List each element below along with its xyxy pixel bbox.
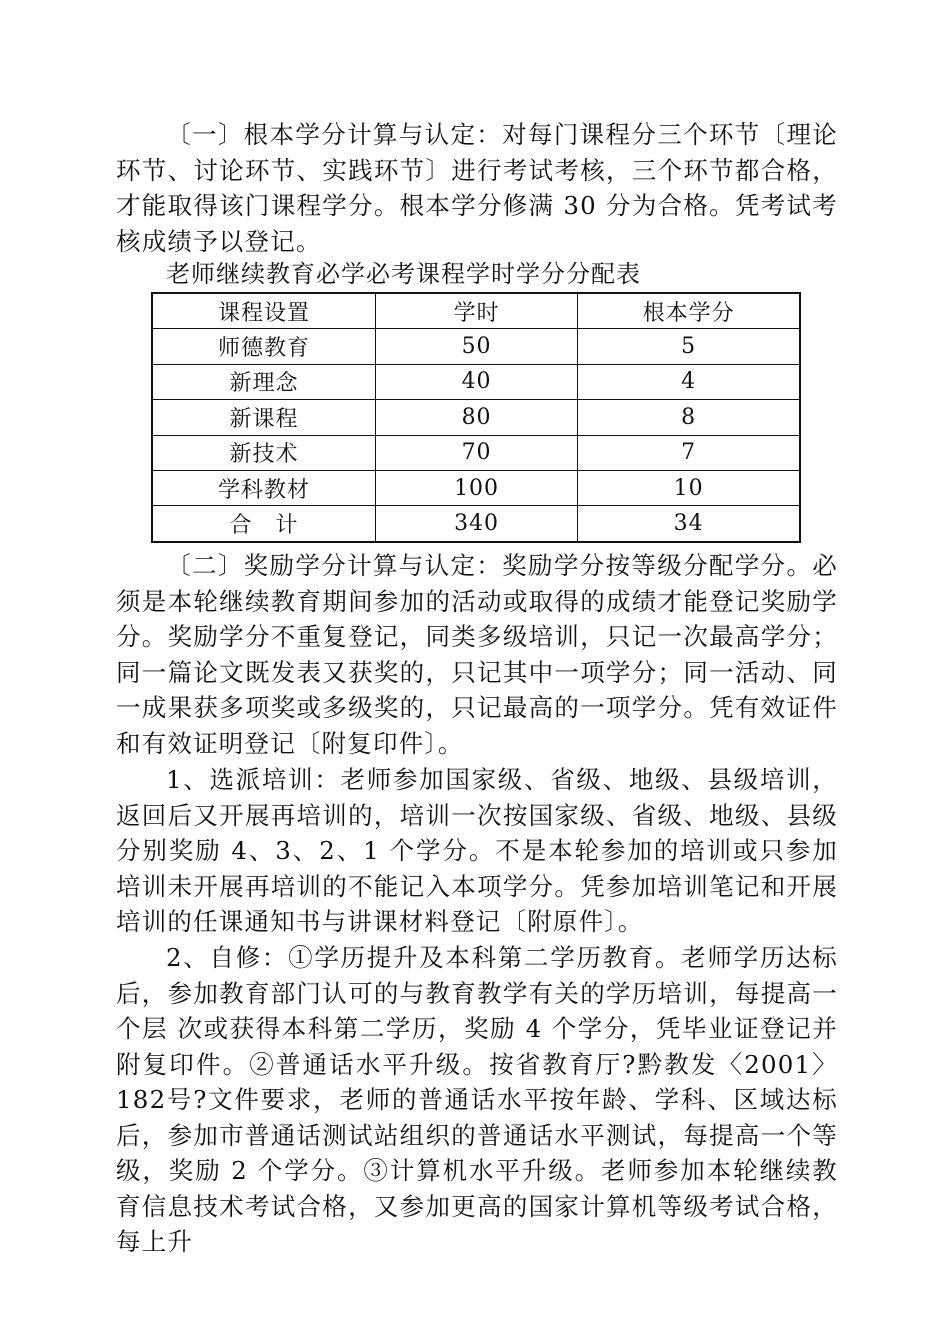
table-row — [152, 435, 800, 470]
header-course: 课程设置 — [152, 293, 375, 329]
cell-course: 新技术 — [152, 435, 375, 470]
paragraph-basic-credits — [116, 117, 838, 259]
cell-hours: 80 — [375, 400, 577, 435]
paragraph-text: 1、选派培训：老师参加国家级、省级、地级、县级培训，返回后又开展再培训的，培训一次按国家级、省级、地级、县级分别奖励 4、3、2、1 个学分。不是本轮参加的培训或只参加培训未开展再培训的不能记入本项学分。凭参加培训笔记和开展培训的任课通知书与讲课材料登记〔附原件〕。 — [116, 765, 838, 936]
table-row — [152, 364, 800, 399]
cell-hours: 70 — [375, 435, 577, 470]
paragraph-reward-credits — [116, 548, 838, 761]
cell-hours: 50 — [375, 329, 577, 364]
cell-credits: 8 — [578, 400, 800, 435]
cell-credits: 5 — [578, 329, 800, 364]
credits-table — [151, 292, 801, 543]
table-title: 老师继续教育必学必考课程学时学分分配表 — [166, 260, 641, 288]
table-header-row — [152, 293, 800, 329]
cell-credits: 7 — [578, 435, 800, 470]
cell-hours: 40 — [375, 364, 577, 399]
cell-course: 学科教材 — [152, 470, 375, 505]
cell-credits: 10 — [578, 470, 800, 505]
cell-credits: 34 — [578, 506, 800, 542]
paragraph-text: 2、自修：①学历提升及本科第二学历教育。老师学历达标后，参加教育部门认可的与教育教学有关的学历培训，每提高一个层 次或获得本科第二学历，奖励 4 个学分，凭毕业证登记并附复印件。②普通话水平升级。按省教育厅?黔教发〈2001〉182号?文件要求，老师的普通话水平按年龄、学科、区域达标后，参加市普通话测试站组织的普通话水平测试，每提高一个等级，奖励 2 个学分。③计算机水平升级。老师参加本轮继续教育信息技术考试合格，又参加更高的国家计算机等级考试合格，每上升 — [116, 943, 838, 1256]
paragraph-text: 〔一〕根本学分计算与认定：对每门课程分三个环节〔理论环节、讨论环节、实践环节〕进行考试考核，三个环节都合格，才能取得该门课程学分。根本学分修满 30 分为合格。凭考试考核成绩予以登记。 — [116, 120, 838, 256]
header-hours: 学时 — [375, 293, 577, 329]
cell-course: 新理念 — [152, 364, 375, 399]
table-total-row — [152, 506, 800, 542]
cell-credits: 4 — [578, 364, 800, 399]
paragraph-self-study — [116, 940, 838, 1260]
cell-course: 合 计 — [152, 506, 375, 542]
cell-hours: 340 — [375, 506, 577, 542]
table-row — [152, 400, 800, 435]
header-credits: 根本学分 — [578, 293, 800, 329]
paragraph-selected-training — [116, 762, 838, 940]
table-row — [152, 470, 800, 505]
table-row — [152, 329, 800, 364]
cell-hours: 100 — [375, 470, 577, 505]
cell-course: 新课程 — [152, 400, 375, 435]
paragraph-text: 〔二〕奖励学分计算与认定：奖励学分按等级分配学分。必须是本轮继续教育期间参加的活动或取得的成绩才能登记奖励学分。奖励学分不重复登记，同类多级培训，只记一次最高学分；同一篇论文既发表又获奖的，只记其中一项学分；同一活动、同一成果获多项奖或多级奖的，只记最高的一项学分。凭有效证件和有效证明登记〔附复印件〕。 — [116, 551, 838, 758]
cell-course: 师德教育 — [152, 329, 375, 364]
